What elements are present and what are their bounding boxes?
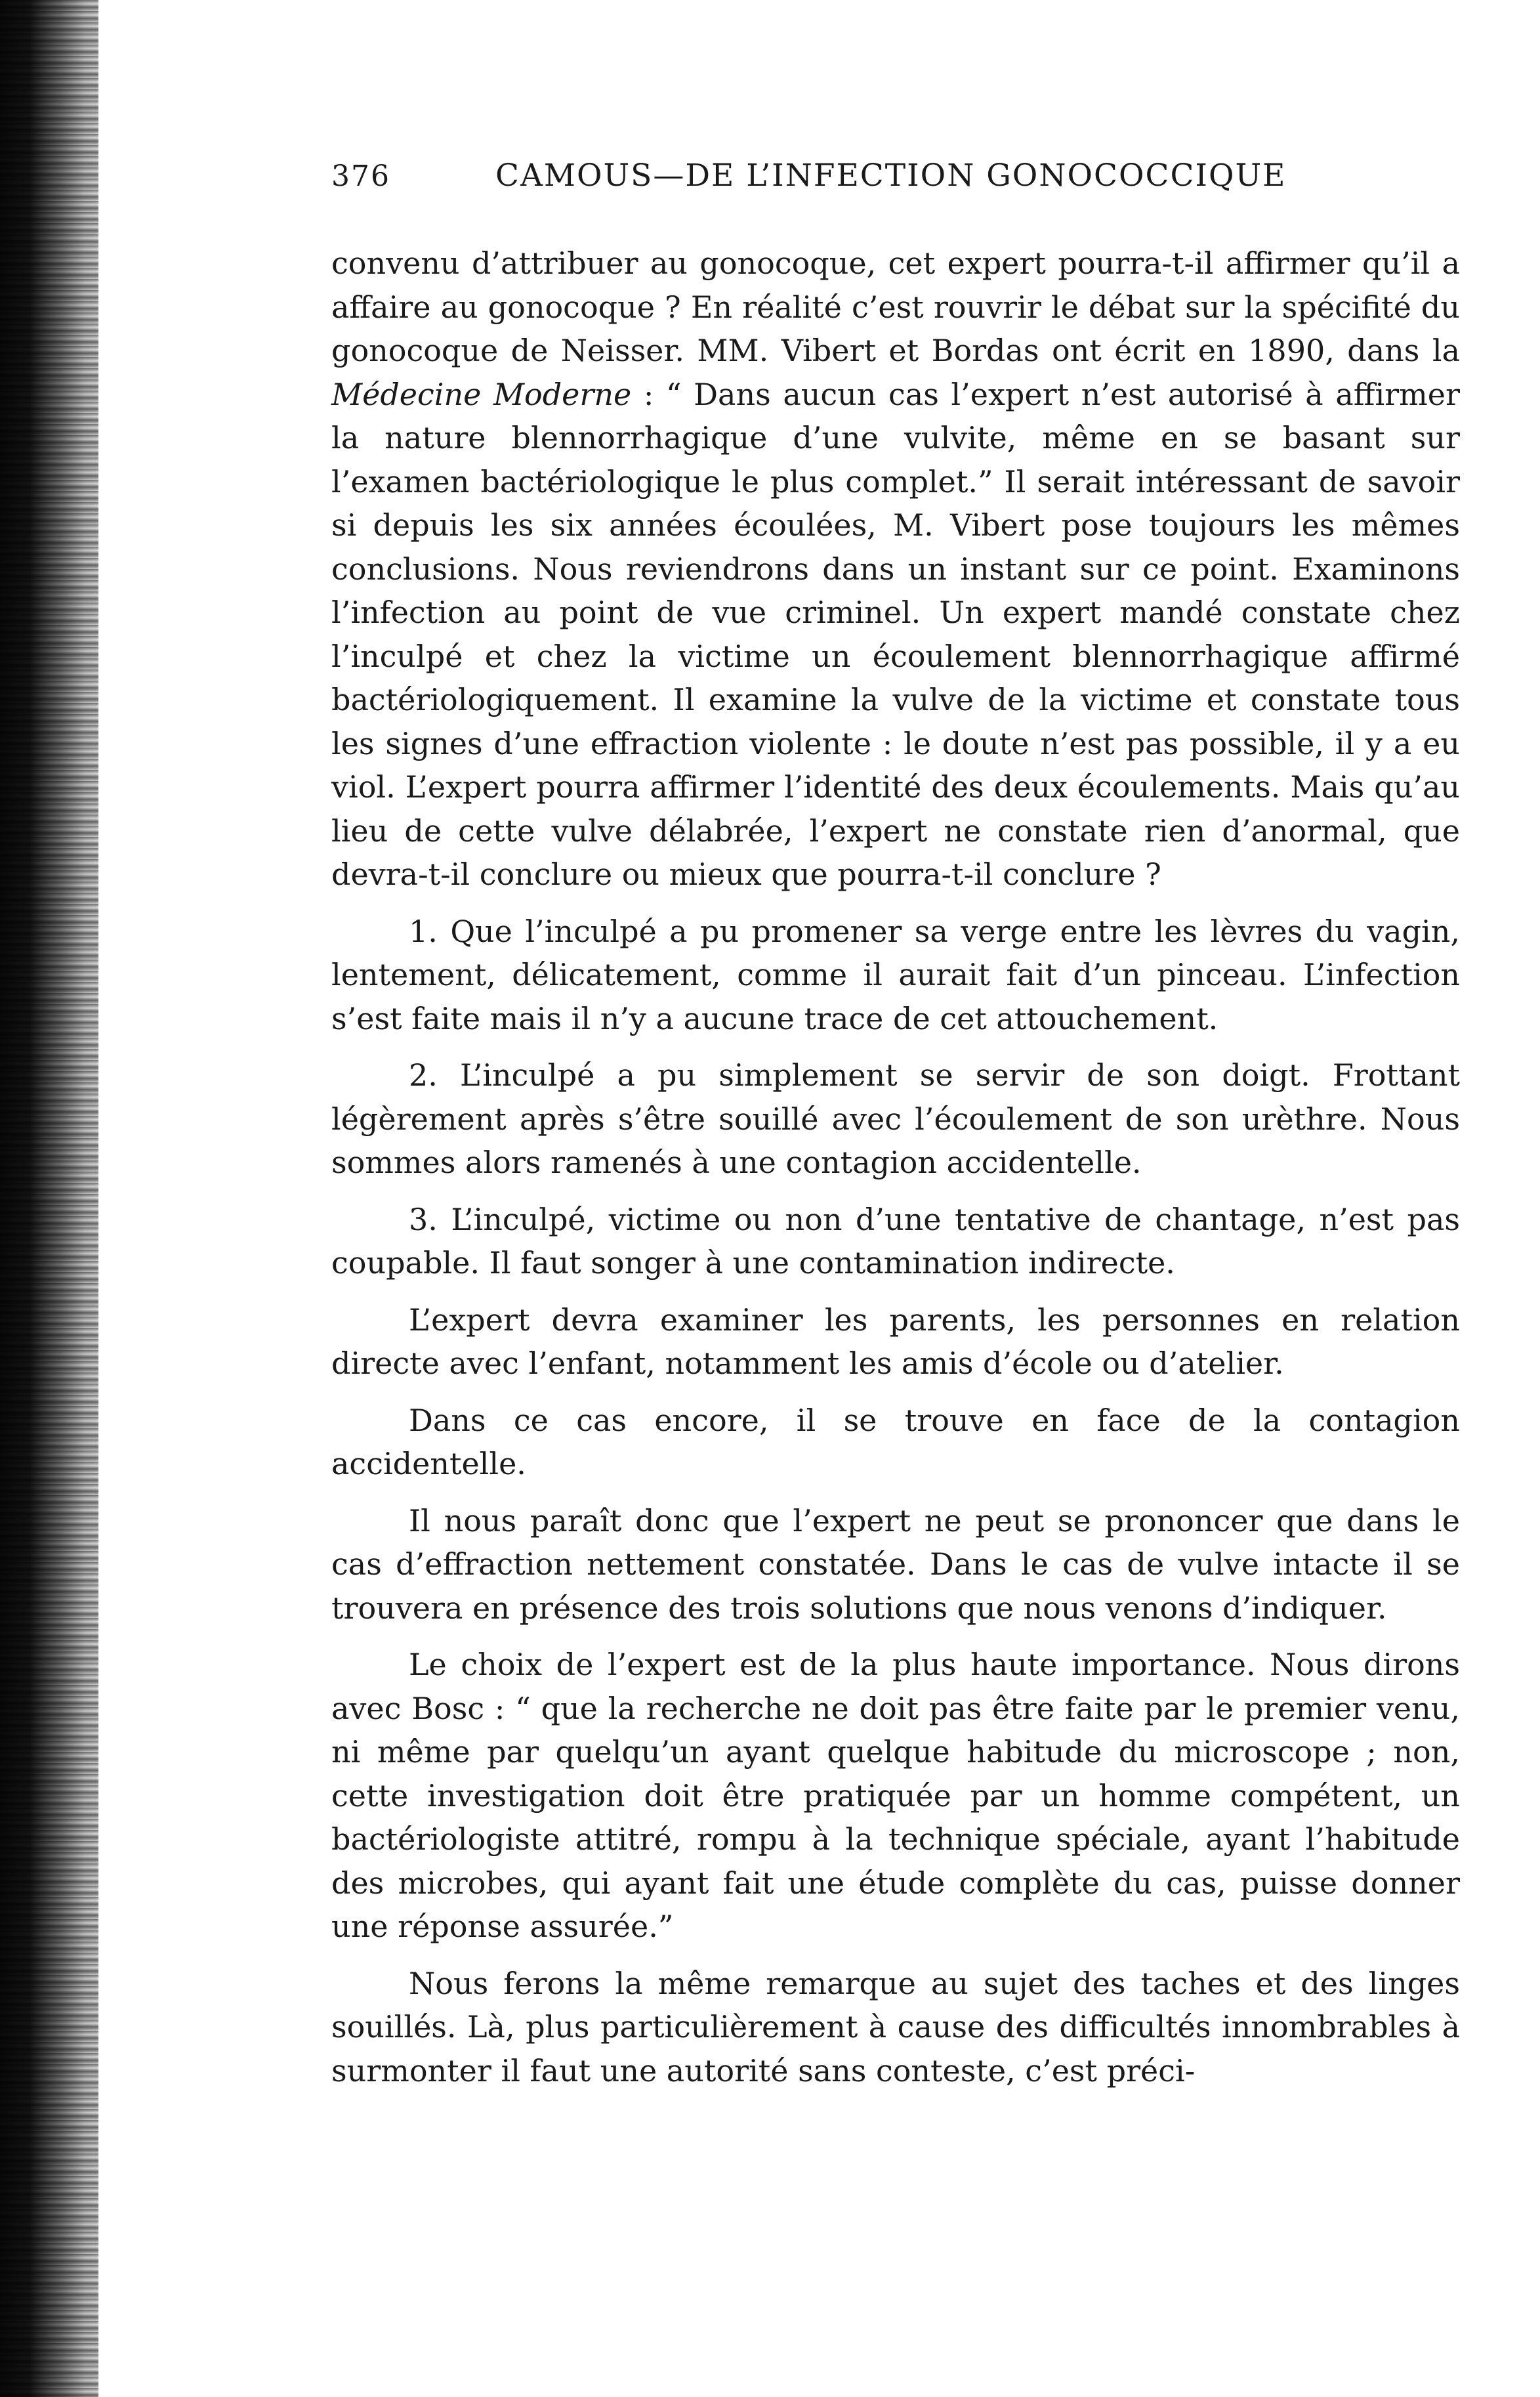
- journal-title: Médecine Moderne: [331, 376, 632, 412]
- paragraph-9: Nous ferons la même remarque au sujet des taches et des linges souillés. Là, plus particulièrement à cause des difficultés innombrables à surmonter il faut une autorité sans conteste, c’est préci-: [331, 1965, 1460, 2089]
- book-page: [331, 158, 1460, 2106]
- point-2: 2. L’inculpé a pu simplement se servir de son doigt. Frottant légèrement après s’être souillé avec l’écoulement de son urèthre. Nous sommes alors ramenés à une contagion accidentelle.: [331, 1057, 1460, 1180]
- paragraph-8: Le choix de l’expert est de la plus haute importance. Nous dirons avec Bosc : “ que la recherche ne doit pas être faite par le premier venu, ni même par quelqu’un ayant quelque habitude du microscope ; non, cette investigation doit être pratiquée par un homme compétent, un bactériologiste attitré, rompu à la technique spéciale, ayant l’habitude des microbes, qui ayant fait une étude complète du cas, puisse donner une réponse assurée.”: [331, 1647, 1460, 1944]
- running-header: [331, 158, 1460, 203]
- running-title: CAMOUS—DE L’INFECTION GONOCOCCIQUE: [495, 158, 1287, 194]
- point-1: 1. Que l’inculpé a pu promener sa verge entre les lèvres du vagin, lentement, délicatement, comme il aurait fait d’un pinceau. L’infection s’est faite mais il n’y a aucune trace de cet attouchement.: [331, 913, 1460, 1036]
- paragraph-1-text-a: convenu d’attribuer au gonocoque, cet expert pourra-t-il affirmer qu’il a affaire au gonocoque ? En réalité c’est rouvrir le débat sur la spécifité du gonocoque de Neisser. MM. Vibert et Bordas ont écrit en 1890, dans la: [331, 245, 1460, 368]
- paragraph-6: Dans ce cas encore, il se trouve en face de la contagion accidentelle.: [331, 1402, 1460, 1481]
- point-3: 3. L’inculpé, victime ou non d’une tentative de chantage, n’est pas coupable. Il faut songer à une contamination indirecte.: [331, 1201, 1460, 1281]
- scan-binding-edge: [0, 0, 98, 2397]
- paragraph-7: Il nous paraît donc que l’expert ne peut se prononcer que dans le cas d’effraction nettement constatée. Dans le cas de vulve intacte il se trouvera en présence des trois solutions que nous venons d’indiquer.: [331, 1502, 1460, 1626]
- paragraph-5: L’expert devra examiner les parents, les personnes en relation directe avec l’enfant, notamment les amis d’école ou d’atelier.: [331, 1302, 1460, 1381]
- paragraph-1-text-b: : “ Dans aucun cas l’expert n’est autorisé à affirmer la nature blennorrhagique d’une vulvite, même en se basant sur l’examen bactériologique le plus complet.” Il serait intéressant de savoir si depuis les six années écoulées, M. Vibert pose toujours les mêmes conclusions. Nous reviendrons dans un instant sur ce point. Examinons l’infection au point de vue criminel. Un expert mandé constate chez l’inculpé et chez la victime un écoulement blennorrhagique affirmé bactériologiquement. Il examine la vulve de la victime et constate tous les signes d’une effraction violente : le doute n’est pas possible, il y a eu viol. L’expert pourra affirmer l’identité des deux écoulements. Mais qu’au lieu de cette vulve délabrée, l’expert ne constate rien d’anormal, que devra-t-il conclure ou mieux que pourra-t-il conclure ?: [331, 376, 1460, 892]
- paragraph-1: [331, 242, 1460, 897]
- page-number: 376: [331, 159, 390, 193]
